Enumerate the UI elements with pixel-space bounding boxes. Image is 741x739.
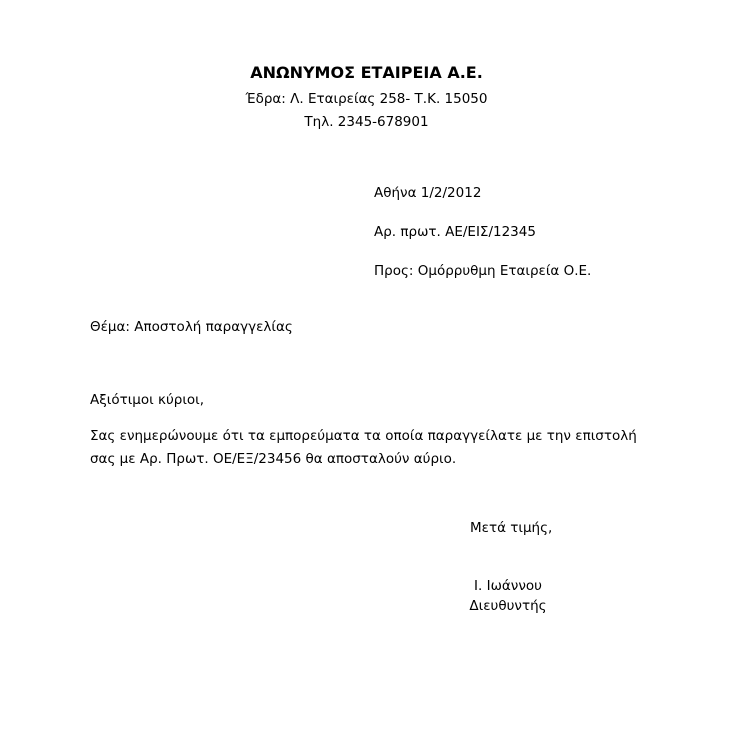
- signatory-title: Διευθυντής: [469, 598, 547, 614]
- letter-date: Αθήνα 1/2/2012: [374, 185, 482, 201]
- body-line-2: σας με Αρ. Πρωτ. ΟΕ/ΕΞ/23456 θα αποσταλούν αύριο.: [90, 451, 457, 467]
- closing-regards: Μετά τιμής,: [470, 520, 553, 536]
- company-address: Έδρα: Λ. Εταιρείας 258- Τ.Κ. 15050: [245, 91, 488, 107]
- protocol-number: Αρ. πρωτ. ΑΕ/ΕΙΣ/12345: [374, 224, 536, 240]
- company-name: ΑΝΩΝΥΜΟΣ ΕΤΑΙΡΕΙΑ Α.Ε.: [250, 63, 483, 82]
- recipient: Προς: Ομόρρυθμη Εταιρεία Ο.Ε.: [374, 263, 592, 279]
- signatory-name: Ι. Ιωάννου: [474, 578, 542, 594]
- salutation: Αξιότιμοι κύριοι,: [90, 392, 205, 408]
- letter-subject: Θέμα: Αποστολή παραγγελίας: [90, 319, 293, 335]
- company-phone: Τηλ. 2345-678901: [304, 114, 429, 130]
- body-line-1: Σας ενημερώνουμε ότι τα εμπορεύματα τα οποία παραγγείλατε με την επιστολή: [90, 428, 637, 444]
